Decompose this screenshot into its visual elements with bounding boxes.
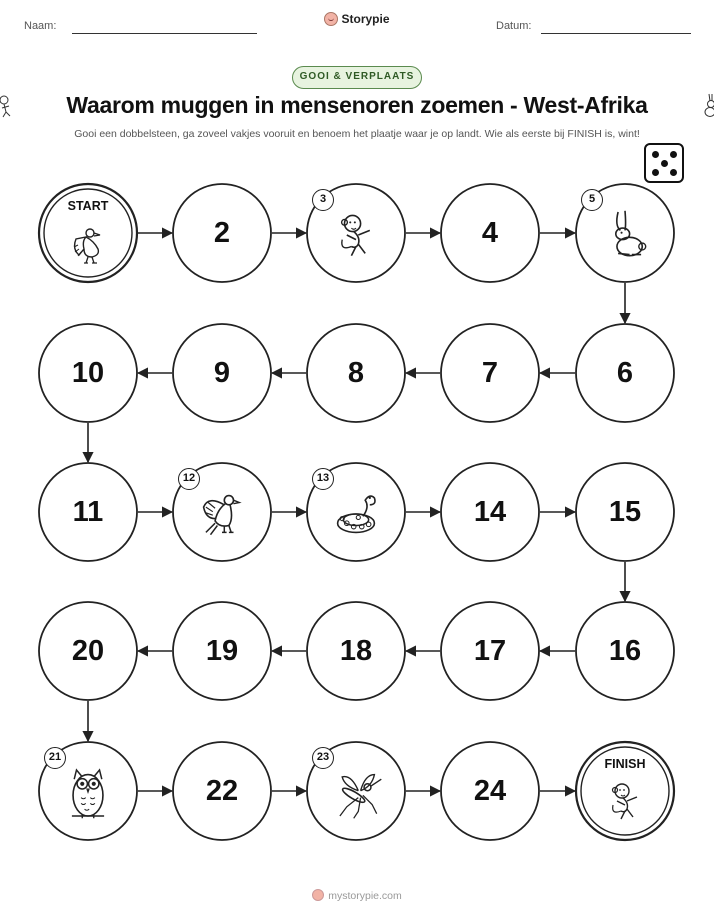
start-label: START	[67, 199, 109, 213]
space-number: 8	[347, 357, 365, 389]
space-number: 24	[473, 775, 507, 807]
space-number: 7	[481, 357, 499, 389]
finish-label: FINISH	[604, 757, 646, 771]
space-number: 22	[205, 775, 239, 807]
space-number: 15	[608, 496, 642, 528]
space-number-badge: 13	[312, 468, 334, 490]
storypie-logo-icon	[312, 889, 324, 901]
brand-name: Storypie	[341, 12, 390, 26]
space-number: 19	[205, 635, 239, 667]
instructions: Gooi een dobbelsteen, ga zoveel vakjes vooruit en benoem het plaatje waar je op landt. Wie als eerste bij FINISH is, wint!	[74, 128, 640, 140]
space-number-badge: 23	[312, 747, 334, 769]
footer	[0, 889, 714, 902]
space-number: 4	[481, 217, 499, 249]
space-number-badge: 21	[44, 747, 66, 769]
space-number: 14	[473, 496, 507, 528]
space-number-badge: 3	[312, 189, 334, 211]
game-type-badge: GOOI & VERPLAATS	[292, 66, 422, 89]
space-number-badge: 5	[581, 189, 603, 211]
space-number: 17	[473, 635, 507, 667]
page-title: Waarom muggen in mensenoren zoemen - West-Afrika	[66, 92, 648, 118]
space-number: 9	[213, 357, 231, 389]
name-label: Naam:	[24, 20, 57, 32]
space-number-badge: 12	[178, 468, 200, 490]
space-number: 10	[71, 357, 105, 389]
space-number: 11	[72, 496, 104, 528]
space-number: 6	[616, 357, 634, 389]
date-label: Datum:	[496, 20, 532, 32]
space-number: 18	[339, 635, 373, 667]
space-number: 2	[213, 217, 231, 249]
space-number: 20	[71, 635, 105, 667]
footer-url[interactable]: mystorypie.com	[328, 890, 402, 902]
space-number: 16	[608, 635, 642, 667]
